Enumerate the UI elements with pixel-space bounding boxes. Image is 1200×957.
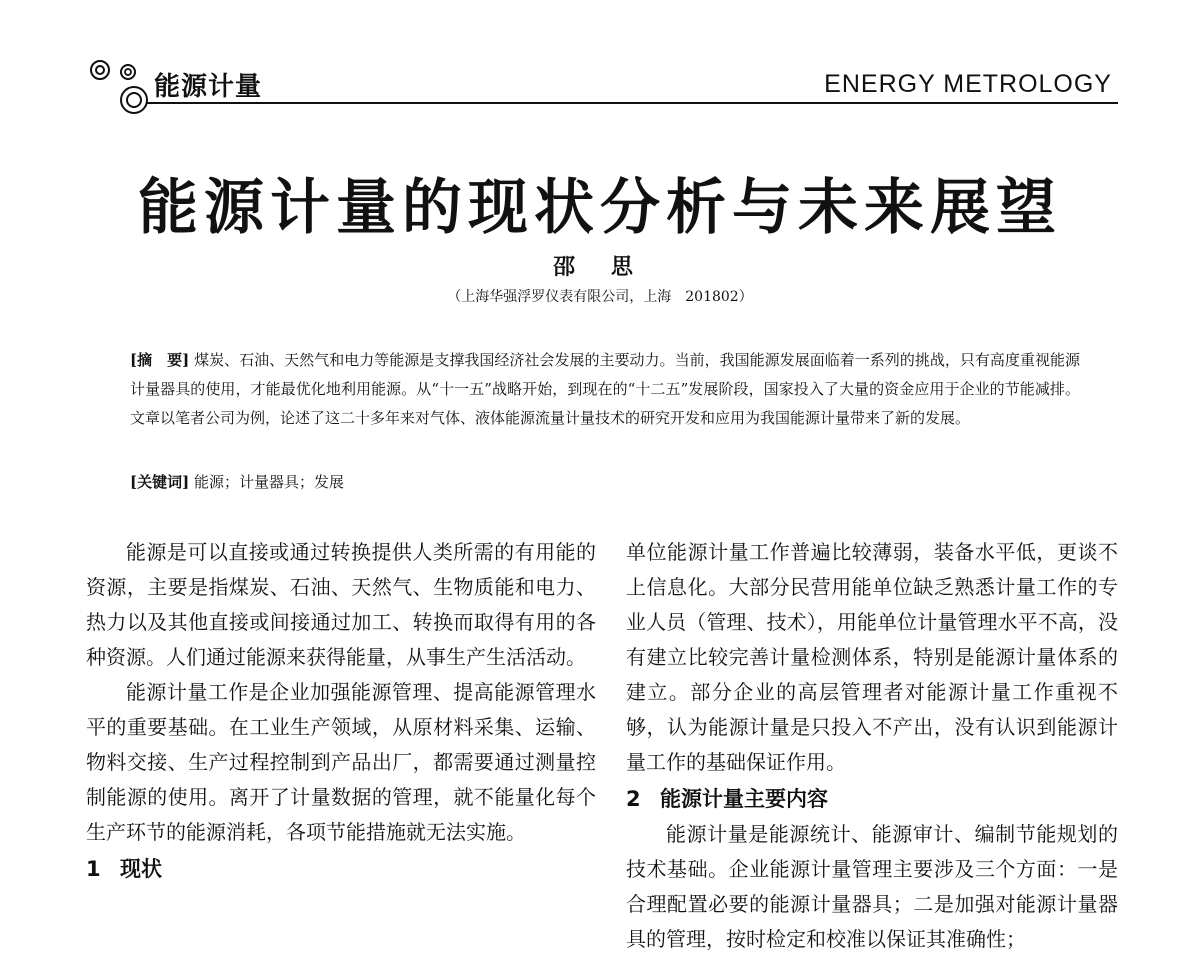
section-heading-text: 现状 — [120, 857, 162, 881]
section-heading-text: 能源计量主要内容 — [660, 787, 828, 811]
right-column — [626, 535, 1118, 957]
section-heading — [626, 782, 1118, 817]
section-number: 2 — [626, 787, 641, 811]
section-english-label: ENERGY METROLOGY — [824, 70, 1112, 98]
article-title: 能源计量的现状分析与未来展望 — [138, 173, 1062, 243]
section-heading — [86, 852, 596, 887]
article-affiliation: （上海华强浮罗仪表有限公司，上海 201802） — [447, 289, 753, 305]
keywords — [130, 470, 1080, 494]
article-author: 邵 思 — [553, 254, 647, 280]
keywords-label: [关键词] — [130, 473, 190, 491]
abstract-text: 煤炭、石油、天然气和电力等能源是支撑我国经济社会发展的主要动力。当前，我国能源发展面临着一系列的挑战，只有高度重视能源计量器具的使用，才能最优化地利用能源。从“十一五”战略开始，到现在的“十二五”发展阶段，国家投入了大量的资金应用于企业的节能减排。文章以笔者公司为例，论述了这二十多年来对气体、液体能源流量计量技术的研究开发和应用为我国能源计量带来了新的发展。 — [130, 351, 1080, 427]
abstract — [130, 346, 1080, 433]
journal-header — [88, 56, 1118, 112]
section-number: 1 — [86, 857, 101, 881]
section-label: 能源计量 — [154, 72, 263, 102]
body-paragraph: 能源计量工作是企业加强能源管理、提高能源管理水平的重要基础。在工业生产领域，从原材料采集、运输、物料交接、生产过程控制到产品出厂，都需要通过测量控制能源的使用。离开了计量数据的管理，就不能量化每个生产环节的能源消耗，各项节能措施就无法实施。 — [86, 680, 596, 844]
left-column — [86, 535, 596, 887]
body-paragraph: 能源计量是能源统计、能源审计、编制节能规划的技术基础。企业能源计量管理主要涉及三个方面：一是合理配置必要的能源计量器具；二是加强对能源计量器具的管理，按时检定和校准以保证其准确性； — [626, 822, 1118, 951]
header-rule — [146, 102, 1118, 104]
abstract-label: [摘 要] — [130, 351, 190, 369]
body-paragraph: 单位能源计量工作普遍比较薄弱，装备水平低，更谈不上信息化。大部分民营用能单位缺乏熟悉计量工作的专业人员（管理、技术），用能单位计量管理水平不高，没有建立比较完善计量检测体系，特别是能源计量体系的建立。部分企业的高层管理者对能源计量工作重视不够，认为能源计量是只投入不产出，没有认识到能源计量工作的基础保证作用。 — [626, 540, 1118, 774]
keywords-text: 能源；计量器具；发展 — [193, 473, 344, 491]
concentric-rings-icon — [88, 56, 158, 118]
body-paragraph: 能源是可以直接或通过转换提供人类所需的有用能的资源，主要是指煤炭、石油、天然气、生物质能和电力、热力以及其他直接或间接通过加工、转换而取得有用的各种资源。人们通过能源来获得能量，从事生产生活活动。 — [86, 540, 596, 669]
